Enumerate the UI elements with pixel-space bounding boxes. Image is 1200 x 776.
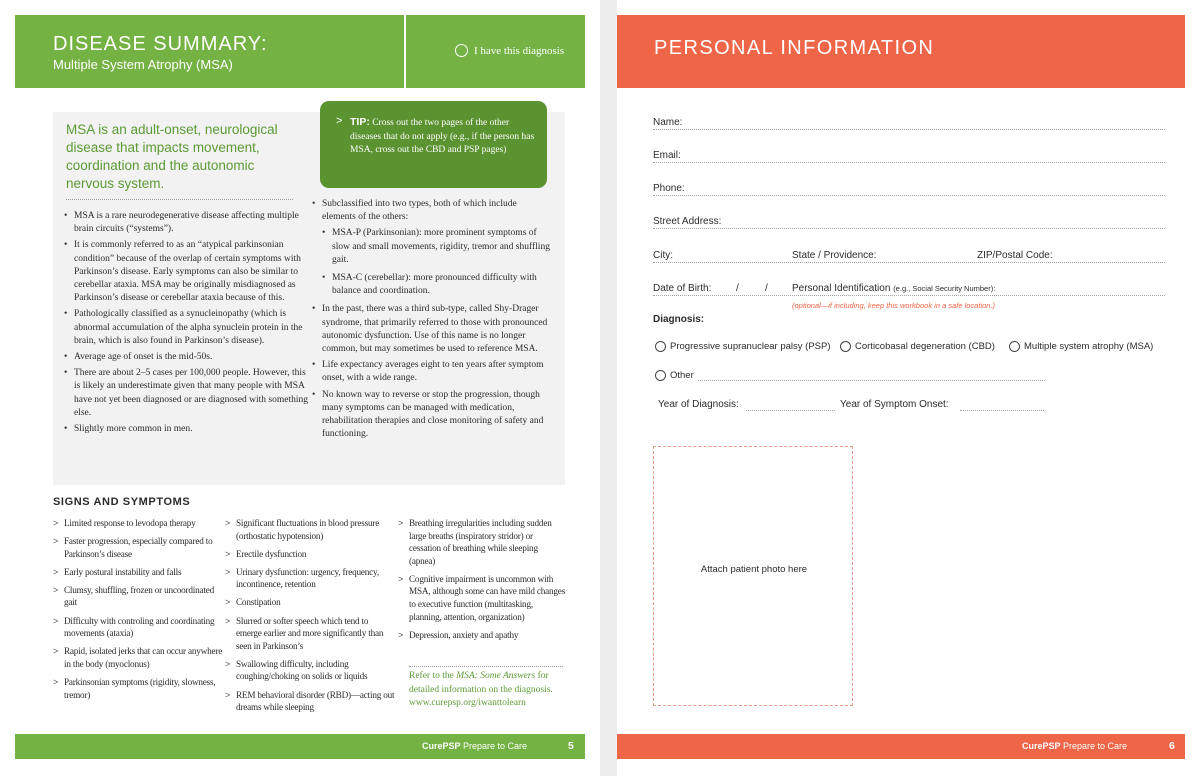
right-footer (617, 734, 1185, 759)
symptom-item: > Parkinsonian symptoms (rigidity, slowness, tremor) (53, 676, 223, 701)
symptoms-column-2 (225, 517, 395, 719)
sub-list-item: • MSA-C (cerebellar): more pronounced difficulty with balance and coordination. (312, 272, 552, 298)
symptom-item: > Breathing irregularities including sudden large breaths (inspiratory stridor) or cessation of breathing while sleeping (apnea) (398, 517, 566, 567)
year-of-onset-field[interactable] (960, 410, 1044, 411)
option-label: Corticobasal degeneration (CBD) (855, 341, 995, 352)
have-diagnosis-option[interactable] (455, 44, 564, 57)
disease-summary-header (15, 15, 585, 88)
photo-placeholder-text: Attach patient photo here (700, 564, 808, 575)
symptom-item: > REM behavioral disorder (RBD)—acting out dreams while sleeping (225, 689, 395, 714)
pid-label (792, 283, 995, 294)
symptom-item: > Slurred or softer speech which tend to emerge earlier and more significantly than seen in Parkinson’s (225, 615, 395, 653)
footer-brand-rest: Prepare to Care (460, 741, 528, 751)
symptom-item: > Clumsy, shuffling, frozen or uncoordinated gait (53, 584, 223, 609)
year-of-diagnosis-field[interactable] (746, 410, 835, 411)
diagnosis-label: Diagnosis: (653, 314, 705, 325)
refer-title: MSA: Some Answers (456, 671, 536, 681)
radio-circle-icon[interactable] (455, 44, 468, 57)
street-address-field[interactable] (653, 215, 1165, 229)
zip-label: ZIP/Postal Code: (977, 250, 1053, 261)
list-item: • MSA is a rare neurodegenerative disease affecting multiple brain circuits (“systems”). (64, 210, 308, 236)
list-item: • Average age of onset is the mid-50s. (64, 351, 308, 364)
symptom-item: > Erectile dysfunction (225, 548, 395, 561)
year-of-diagnosis-label: Year of Diagnosis: (658, 399, 739, 410)
footer-brand-bold: CurePSP (1022, 741, 1061, 751)
name-label: Name: (653, 117, 683, 128)
dob-slash: / (765, 283, 768, 294)
option-label: Other (670, 370, 694, 381)
header-divider (404, 15, 406, 88)
email-label: Email: (653, 150, 681, 161)
symptoms-column-1 (53, 517, 223, 707)
other-diagnosis-field[interactable] (698, 380, 1045, 381)
city-state-zip-field[interactable] (653, 249, 1165, 263)
pid-label-main: Personal Identification (792, 283, 891, 294)
radio-circle-icon[interactable] (655, 341, 666, 352)
radio-circle-icon[interactable] (840, 341, 851, 352)
symptom-item: > Faster progression, especially compared to Parkinson’s disease (53, 535, 223, 560)
diagnosis-option-other[interactable] (655, 370, 694, 381)
refer-prefix: Refer to the (409, 671, 457, 681)
symptom-item: > Depression, anxiety and apathy (398, 629, 566, 642)
lead-divider (66, 199, 293, 200)
have-diagnosis-label: I have this diagnosis (474, 44, 565, 57)
symptom-item: > Early postural instability and falls (53, 566, 223, 579)
page-title: PERSONAL INFORMATION (654, 37, 935, 59)
symptoms-column-3 (398, 517, 566, 647)
state-label: State / Providence: (792, 250, 877, 261)
chevron-right-icon: > (336, 115, 343, 127)
footer-brand (1022, 741, 1127, 751)
city-label: City: (653, 250, 673, 261)
symptom-item: > Difficulty with controling and coordinating movements (ataxia) (53, 615, 223, 640)
pid-label-hint: (e.g., Social Security Number): (893, 284, 996, 293)
refer-divider (409, 666, 563, 667)
summary-column-b (312, 198, 552, 444)
page-title: DISEASE SUMMARY: (53, 33, 268, 55)
tip-label: TIP: (350, 116, 370, 128)
symptom-item: > Swallowing difficulty, including coughing/choking on solids or liquids (225, 658, 395, 683)
radio-circle-icon[interactable] (655, 370, 666, 381)
list-item: • Life expectancy averages eight to ten years after symptom onset, with a wide range. (312, 359, 552, 385)
refer-note (409, 670, 564, 711)
page-number: 5 (568, 740, 574, 752)
page-number: 6 (1169, 740, 1175, 752)
diagnosis-option-cbd[interactable] (840, 341, 995, 352)
symptom-item: > Limited response to levodopa therapy (53, 517, 223, 530)
list-item: • There are about 2–5 cases per 100,000 people. However, this is likely an underestimate given that many people with MSA have not yet been diagnosed or are diagnosed with something else. (64, 367, 308, 420)
phone-label: Phone: (653, 183, 685, 194)
name-field[interactable] (653, 116, 1165, 130)
symptom-item: > Urinary dysfunction: urgency, frequency, incontinence, retention (225, 566, 395, 591)
personal-info-header (617, 15, 1185, 88)
list-item: • Subclassified into two types, both of which include elements of the others: (312, 198, 552, 224)
footer-brand (422, 741, 527, 751)
list-item: • No known way to reverse or stop the progression, though many symptoms can be managed with medication, rehabilitation therapies and close monitoring of safety and functioning. (312, 389, 552, 442)
list-item: • In the past, there was a third sub-type, called Shy-Drager syndrome, that primarily referred to those with pronounced autonomic dysfunction. Use of this name is no longer common, but may sometimes be used to reference MSA. (312, 303, 552, 356)
summary-column-a (64, 210, 308, 439)
symptom-item: > Cognitive impairment is uncommon with MSA, although some can have mild changes to executive function (multitasking, planning, attention, organization) (398, 573, 566, 623)
dob-slash: / (736, 283, 739, 294)
lead-statement: MSA is an adult-onset, neurological disease that impacts movement, coordination and the autonomic nervous system. (66, 122, 278, 191)
diagnosis-option-msa[interactable] (1009, 341, 1153, 352)
option-label: Progressive supranuclear palsy (PSP) (670, 341, 831, 352)
dob-label: Date of Birth: (653, 283, 712, 294)
email-field[interactable] (653, 149, 1165, 163)
symptom-item: > Significant fluctuations in blood pressure (orthostatic hypotension) (225, 517, 395, 542)
photo-placeholder[interactable] (653, 446, 853, 706)
footer-brand-rest: Prepare to Care (1060, 741, 1128, 751)
street-address-label: Street Address: (653, 216, 722, 227)
list-item: • Pathologically classified as a synucleinopathy (which is abnormal accumulation of the alpha synuclein protein in the brain, which is also found in Parkinson’s disease). (64, 308, 308, 348)
list-item: • It is commonly referred to as an “atypical parkinsonian condition” because of the overlap of certain symptoms with Parkinson’s disease. Early symptoms can also be similar to cerebellar ataxia. MSA may be originally misdiagnosed as Parkinson’s disease or cerebellar ataxia because of this. (64, 239, 308, 305)
pid-optional-note: (optional—if including, keep this workbook in a safe location.) (792, 301, 996, 310)
tip-text: Cross out the two pages of the other diseases that do not apply (e.g., if the person has MSA, cross out the CBD and PSP pages) (350, 118, 535, 155)
sub-list-item: • MSA-P (Parkinsonian): more prominent symptoms of slow and small movements, rigidity, tremor and shuffling gait. (312, 227, 552, 267)
radio-circle-icon[interactable] (1009, 341, 1020, 352)
left-footer (15, 734, 585, 759)
refer-suffix: for detailed information on the diagnosis. www.curepsp.org/iwanttolearn (409, 671, 553, 708)
list-item: • Slightly more common in men. (64, 423, 308, 436)
page-subtitle: Multiple System Atrophy (MSA) (53, 57, 233, 72)
diagnosis-option-psp[interactable] (655, 341, 831, 352)
symptom-item: > Rapid, isolated jerks that can occur anywhere in the body (myoclonus) (53, 645, 223, 670)
signs-symptoms-heading: SIGNS AND SYMPTOMS (53, 496, 191, 508)
phone-field[interactable] (653, 182, 1165, 196)
tip-callout (320, 101, 547, 188)
option-label: Multiple system atrophy (MSA) (1024, 341, 1154, 352)
symptom-item: > Constipation (225, 596, 395, 609)
footer-brand-bold: CurePSP (422, 741, 461, 751)
year-of-onset-label: Year of Symptom Onset: (840, 399, 949, 410)
